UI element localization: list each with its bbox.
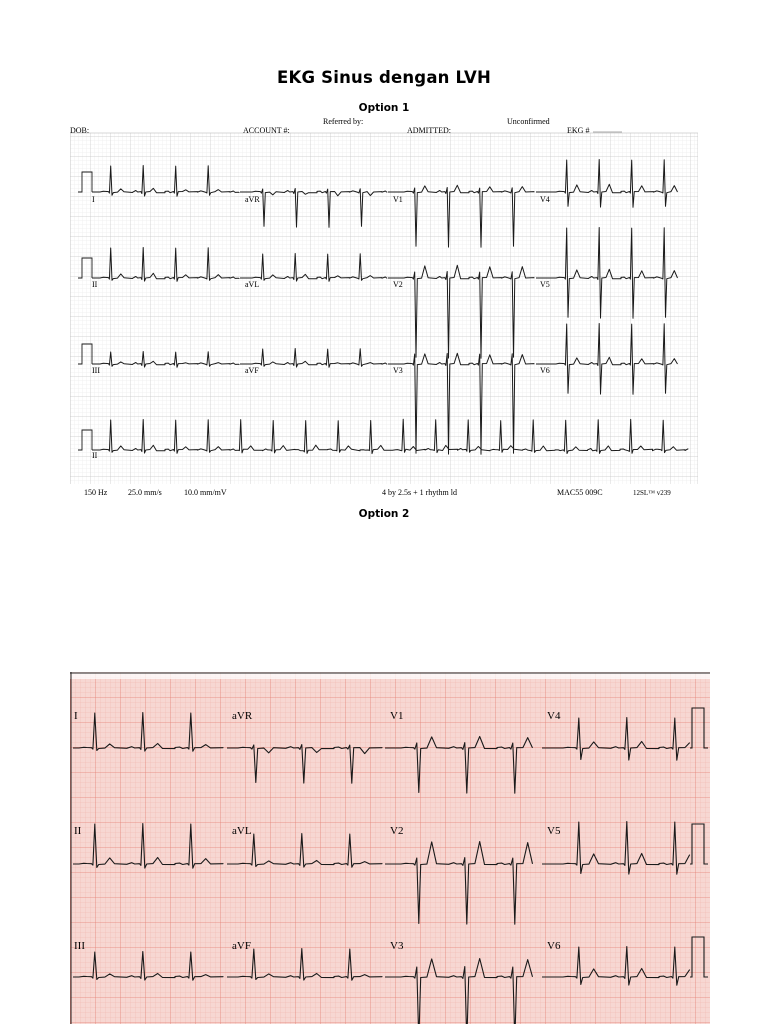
page-title: EKG Sinus dengan LVH (277, 68, 491, 87)
option-1-caption: Option 1 (358, 102, 410, 114)
lead-label-V6: V6 (540, 366, 550, 375)
lead-label-V5: V5 (540, 280, 550, 289)
account-label: ACCOUNT #: (243, 126, 290, 135)
paper-speed: 25.0 mm/s (128, 488, 162, 497)
device-model: MAC55 009C (557, 488, 603, 497)
ecg2-lead-label-II: II (74, 825, 82, 837)
ecg2-lead-label-V4: V4 (547, 710, 561, 722)
lead-label-aVR: aVR (245, 195, 260, 204)
lead-label-V1: V1 (393, 195, 403, 204)
ecg2-lead-label-V6: V6 (547, 940, 561, 952)
ecg2-lead-label-I: I (74, 710, 78, 722)
lead-label-rhythm-II: II (92, 451, 98, 460)
lead-label-aVL: aVL (245, 280, 260, 289)
ecg2-lead-label-V5: V5 (547, 825, 561, 837)
lead-label-V3: V3 (393, 366, 403, 375)
ecg2-lead-label-V3: V3 (390, 940, 404, 952)
software-version: 12SL™ v239 (633, 489, 671, 497)
ecg-option-1 (70, 116, 698, 502)
ecg2-lead-label-V1: V1 (390, 710, 404, 722)
referred-by-label: Referred by: (323, 117, 364, 126)
lead-label-V4: V4 (540, 195, 550, 204)
lead-format: 4 by 2.5s + 1 rhythm ld (382, 488, 457, 497)
ecg2-lead-label-aVL: aVL (232, 825, 252, 837)
admitted-label: ADMITTED: (407, 126, 451, 135)
ecg2-lead-label-aVF: aVF (232, 940, 251, 952)
lead-label-V2: V2 (393, 280, 403, 289)
option-2-caption: Option 2 (358, 508, 410, 520)
ecg-option-2 (70, 672, 710, 1024)
lead-label-III: III (92, 366, 100, 375)
ecg2-lead-label-V2: V2 (390, 825, 404, 837)
ekg-number-label: EKG # (567, 126, 590, 135)
lead-label-I: I (92, 195, 95, 204)
filter-frequency: 150 Hz (84, 488, 108, 497)
ecg2-lead-label-aVR: aVR (232, 710, 253, 722)
gain-setting: 10.0 mm/mV (184, 488, 227, 497)
lead-label-II: II (92, 280, 98, 289)
lead-label-aVF: aVF (245, 366, 259, 375)
confirmation-status: Unconfirmed (507, 117, 550, 126)
dob-label: DOB: (70, 126, 90, 135)
ecg2-lead-label-III: III (74, 940, 85, 952)
